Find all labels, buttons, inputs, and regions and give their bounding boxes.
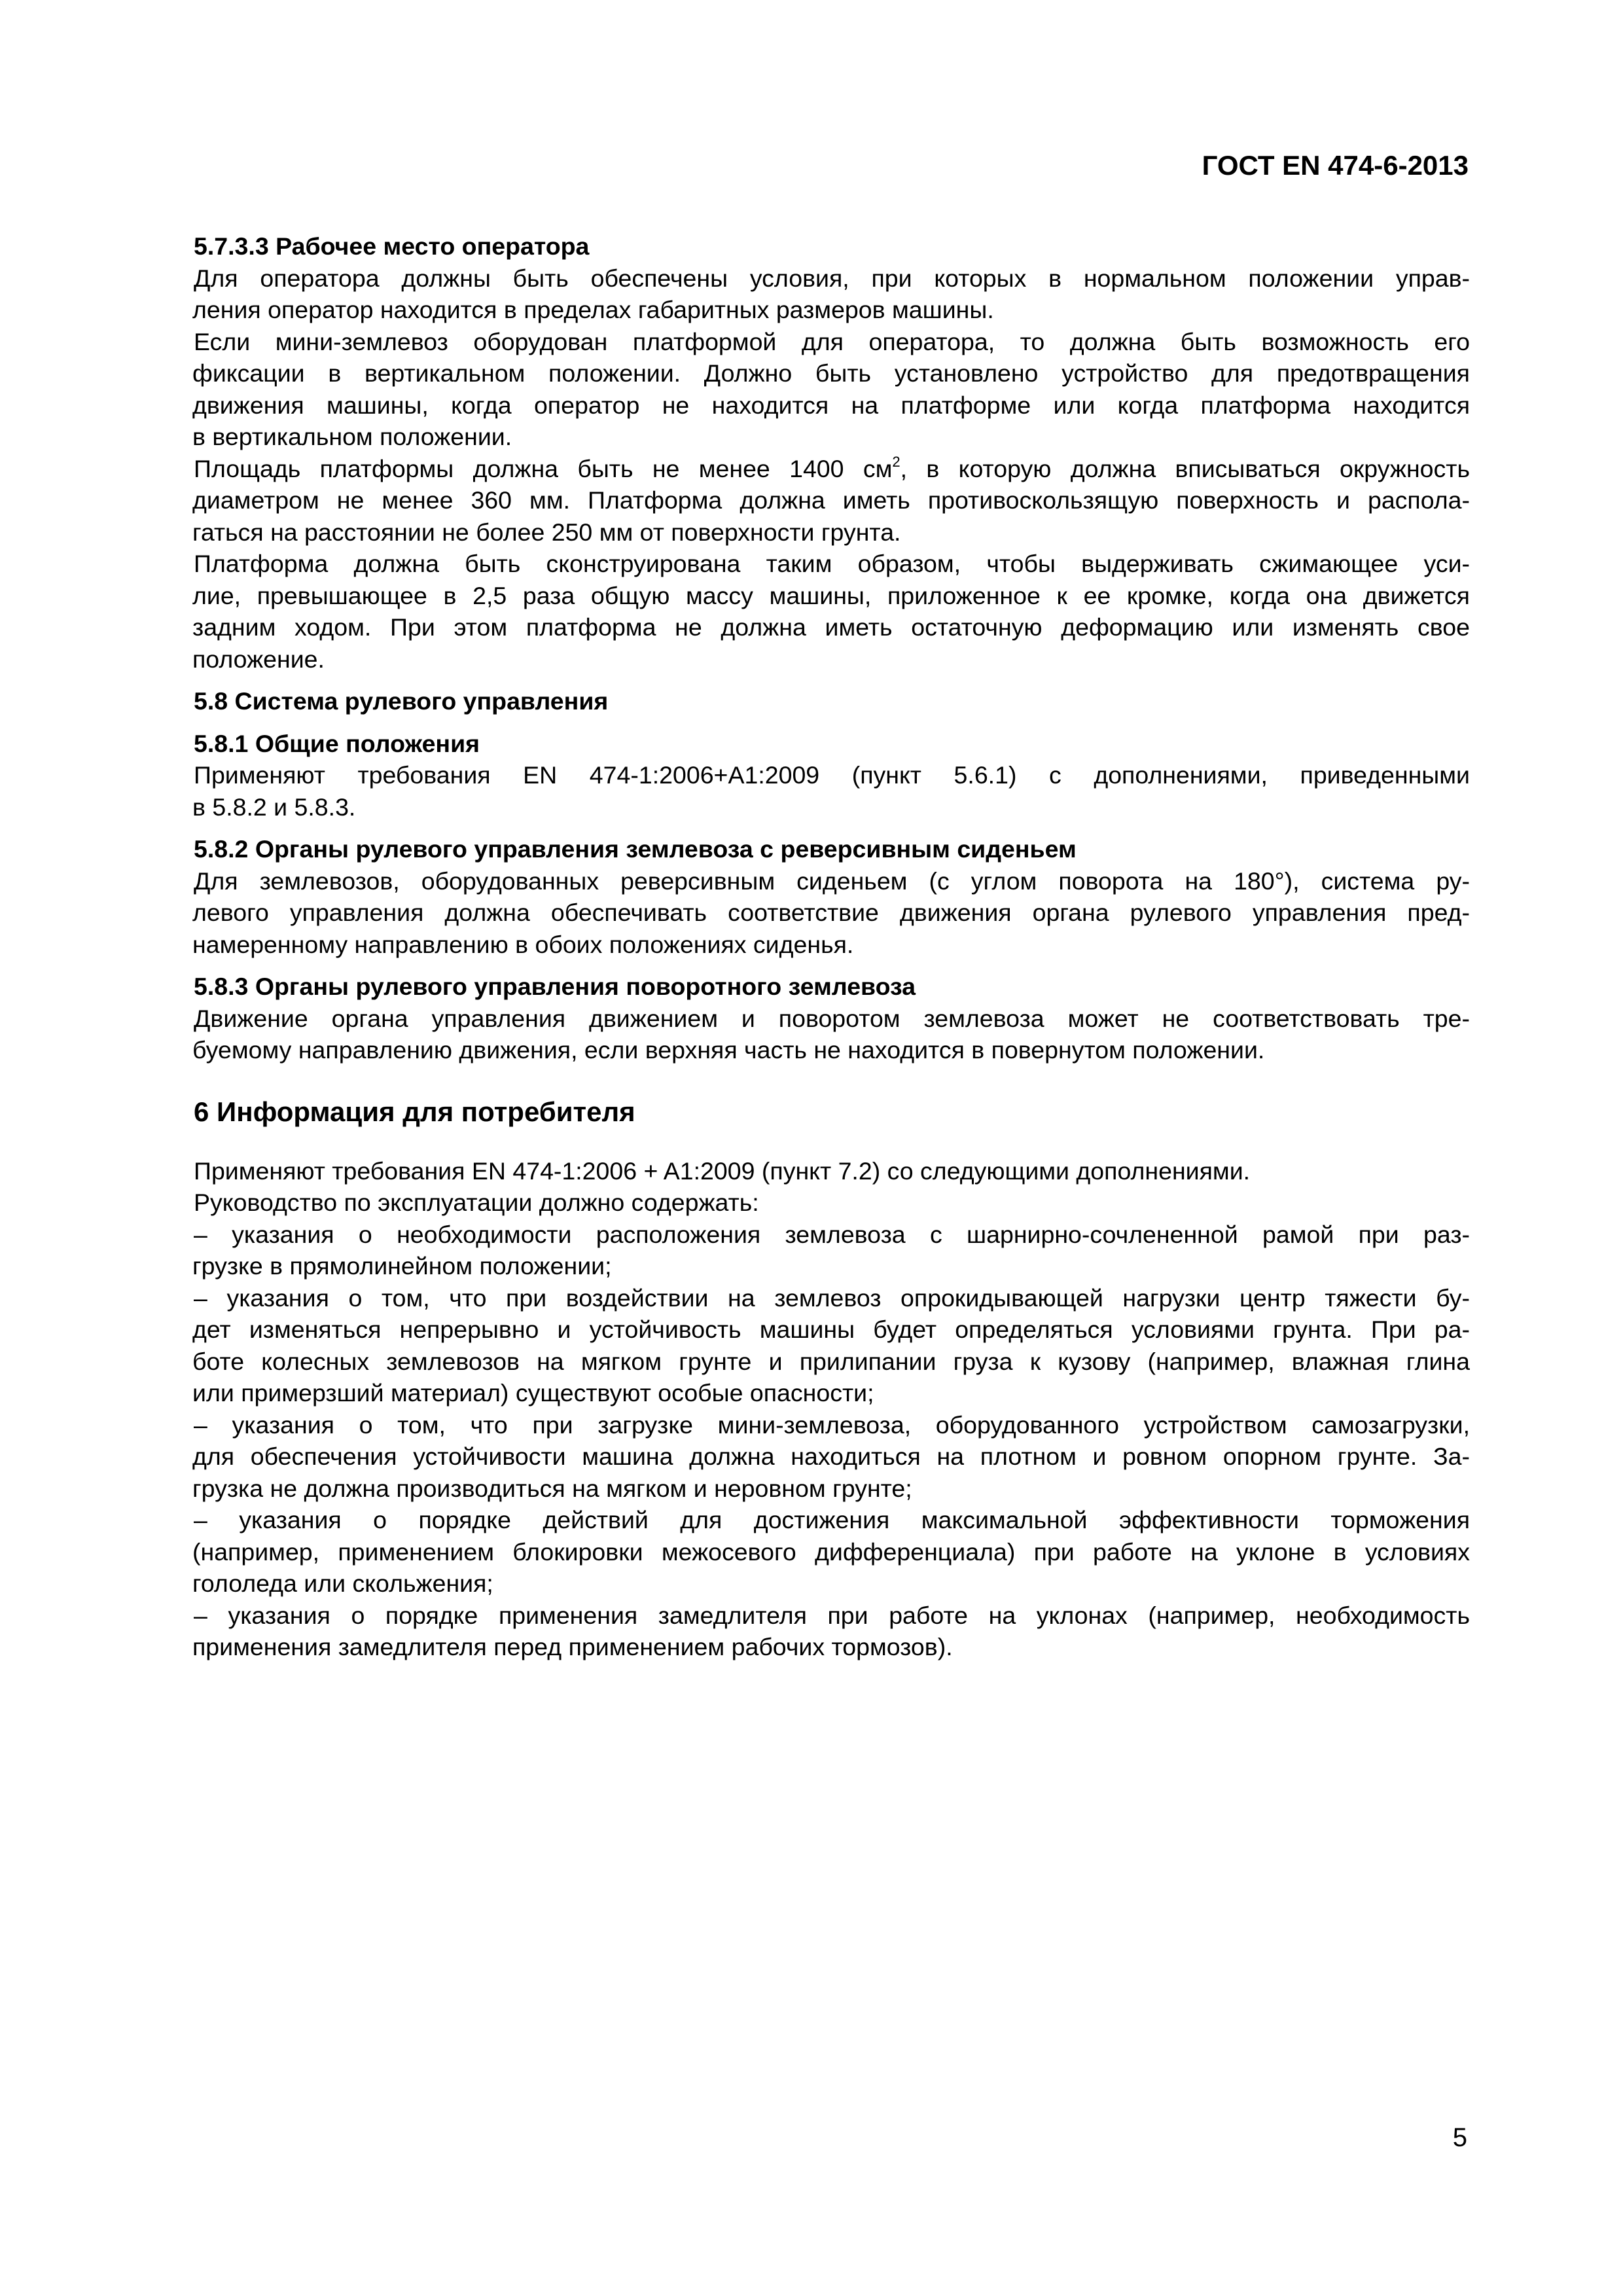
list-item [194, 1219, 1470, 1282]
paragraph [194, 262, 1470, 326]
document-code-header: ГОСТ EN 474-6-2013 [1202, 150, 1469, 181]
text-line: (например, применением блокировки межосевого дифференциала) при работе на уклоне в условиях [192, 1537, 1470, 1566]
text-line: лие, превышающее в 2,5 раза общую массу машины, приложенное к ее кромке, когда она движется [192, 581, 1470, 609]
text-line: или примерзший материал) существуют особые опасности; [192, 1379, 874, 1407]
text-line: диаметром не менее 360 мм. Платформа должна иметь противоскользящую поверхность и распола- [192, 486, 1470, 514]
text-line: Для оператора должны быть обеспечены условия, при которых в нормальном положении управ- [194, 264, 1470, 292]
section-heading-5-8-1: 5.8.1 Общие положения [194, 729, 480, 757]
paragraph [194, 865, 1470, 961]
text-line: Для землевозов, оборудованных реверсивным сиденьем (с углом поворота на 180°), система ру- [194, 867, 1470, 895]
text-line: Применяют требования EN 474-1:2006 + A1:2009 (пункт 7.2) со следующими дополнениями. [194, 1157, 1251, 1185]
section-heading-5-8-3: 5.8.3 Органы рулевого управления поворотного землевоза [194, 973, 916, 1000]
text-line: – указания о порядке действий для достижения максимальной эффективности торможения [194, 1506, 1470, 1534]
text-line: грузка не должна производиться на мягком и неровном грунте; [192, 1474, 912, 1502]
text-line: фиксации в вертикальном положении. Должно быть установлено устройство для предотвращения [192, 359, 1470, 387]
paragraph [194, 453, 1470, 548]
text-line: движения машины, когда оператор не находится на платформе или когда платформа находится [192, 391, 1470, 419]
text-line: буемому направлению движения, если верхняя часть не находится в повернутом положении. [192, 1036, 1265, 1064]
superscript: 2 [892, 453, 901, 470]
page-number: 5 [1452, 2123, 1467, 2152]
paragraph [194, 759, 1470, 823]
section-heading-6: 6 Информация для потребителя [194, 1096, 635, 1127]
text-line: – указания о необходимости расположения землевоза с шарнирно-сочлененной рамой при раз- [194, 1220, 1470, 1248]
section-5-7-3-3 [194, 230, 1470, 675]
list-item [194, 1600, 1470, 1663]
text-line: Движение органа управления движением и поворотом землевоза может не соответствовать тре- [194, 1004, 1470, 1032]
paragraph [194, 1155, 1470, 1219]
section-heading-5-8-2: 5.8.2 Органы рулевого управления землевоза с реверсивным сиденьем [194, 835, 1077, 863]
paragraph [194, 326, 1470, 453]
text-line: для обеспечения устойчивости машина должна находиться на плотном и ровном опорном грунте. За- [192, 1443, 1470, 1470]
section-heading: 5.7.3.3 Рабочее место оператора [194, 232, 590, 260]
text-line: левого управления должна обеспечивать соответствие движения органа рулевого управления пред- [192, 899, 1470, 926]
text-line: – указания о том, что при загрузке мини-землевоза, оборудованного устройством самозагрузки, [194, 1410, 1470, 1439]
text-line: в вертикальном положении. [192, 423, 512, 450]
document-body [194, 230, 1470, 1663]
text-line: положение. [192, 645, 325, 673]
text-line: в 5.8.2 и 5.8.3. [192, 793, 356, 821]
paragraph [194, 1003, 1470, 1066]
section-heading-5-8: 5.8 Система рулевого управления [194, 687, 609, 715]
text-line: Руководство по эксплуатации должно содержать: [194, 1189, 759, 1216]
text-line: грузке в прямолинейном положении; [192, 1252, 612, 1280]
text-line: гаться на расстоянии не более 250 мм от поверхности грунта. [192, 518, 901, 546]
text-line: дет изменяться непрерывно и устойчивость машины будет определяться условиями грунта. При ра- [192, 1316, 1470, 1343]
text-line: Применяют требования EN 474-1:2006+A1:2009 (пункт 5.6.1) с дополнениями, приведенными [194, 761, 1470, 789]
text-line: задним ходом. При этом платформа не должна иметь остаточную деформацию или изменять свое [192, 613, 1470, 641]
list-item [194, 1282, 1470, 1409]
text-line: намеренному направлению в обоих положениях сиденья. [192, 930, 854, 958]
text-line: – указания о том, что при воздействии на землевоз опрокидывающей нагрузки центр тяжести бу- [194, 1283, 1470, 1312]
text-line: применения замедлителя перед применением рабочих тормозов). [192, 1633, 953, 1660]
text-line: – указания о порядке применения замедлителя при работе на уклонах (например, необходимость [194, 1601, 1470, 1629]
text-line: Если мини-землевоз оборудован платформой для оператора, то должна быть возможность его [194, 327, 1470, 355]
list-item [194, 1409, 1470, 1505]
text-line: гололеда или скольжения; [192, 1570, 493, 1597]
text-line: Площадь платформы должна быть не менее 1400 $см^2$, в которую должна вписываться окружность [194, 453, 1470, 482]
paragraph [194, 548, 1470, 675]
list-item [194, 1504, 1470, 1600]
text-line: ления оператор находится в пределах габаритных размеров машины. [192, 296, 994, 323]
text-line: Платформа должна быть сконструирована таким образом, чтобы выдерживать сжимающее уси- [194, 550, 1470, 577]
text-line: боте колесных землевозов на мягком грунте и прилипании груза к кузову (например, влажная глина [192, 1347, 1470, 1375]
